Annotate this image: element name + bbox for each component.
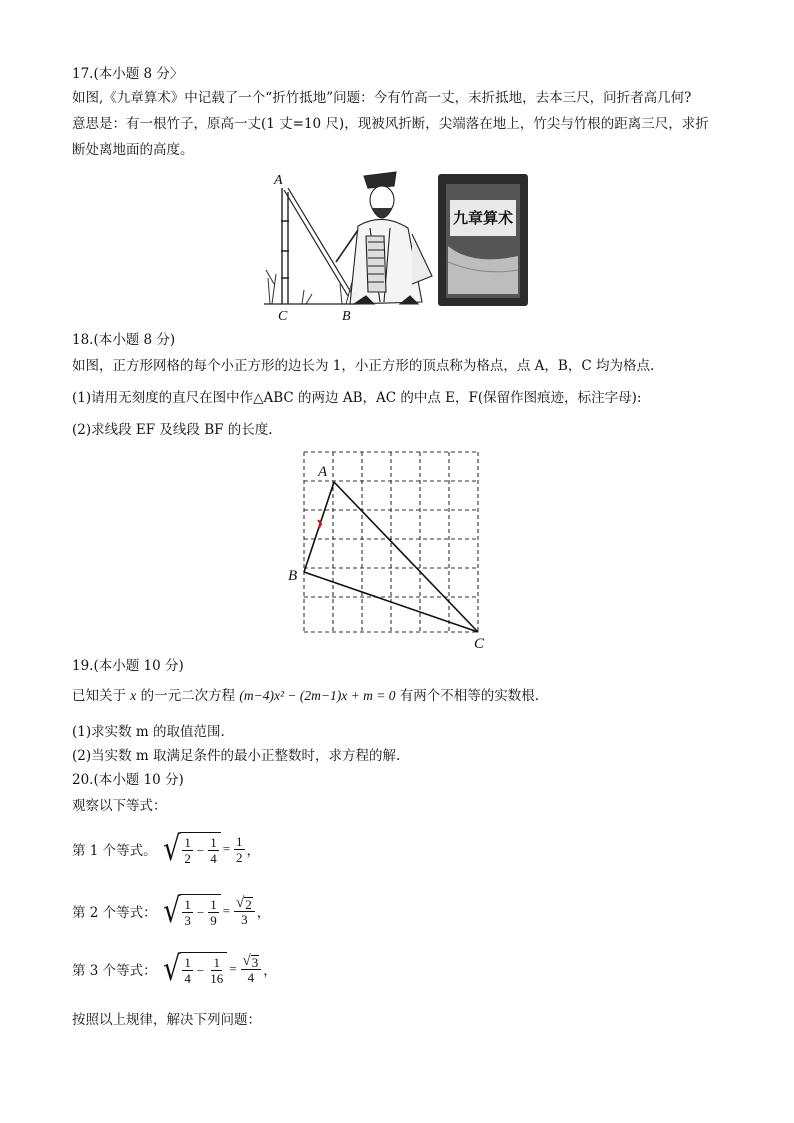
sqrt-icon: √	[162, 891, 181, 931]
eq2-label: 第 2 个等式：	[72, 905, 157, 921]
eq2-sqrt	[161, 891, 221, 931]
eq3-label: 第 3 个等式：	[72, 963, 157, 979]
q20-equation-3	[72, 946, 277, 992]
eq1-sqrt	[161, 829, 221, 869]
q18-heading: 18.(本小题 8 分)	[72, 332, 176, 348]
sqrt-icon: √	[162, 829, 181, 869]
grid-point-a-label: A	[318, 464, 328, 480]
bamboo-pole	[281, 188, 352, 304]
grass-icon	[266, 270, 352, 304]
q20-heading: 20.(本小题 10 分)	[72, 772, 184, 788]
eq1-b-den: 4	[210, 851, 217, 866]
q17-heading: 17.(本小题 8 分〉	[72, 66, 184, 82]
equals-sign: =	[222, 841, 231, 856]
q17-line-2: 意思是：有一根竹子，原高一丈(1 丈=10 尺)，现被风折断，尖端落在地上，竹尖与竹根的距离三尺，求折	[72, 116, 709, 132]
q18-grid-figure	[288, 448, 498, 654]
q19-equation: (m−4)x² − (2m−1)x + m = 0	[239, 688, 396, 703]
sqrt-icon: √	[236, 895, 245, 911]
eq2-r-rad: 2	[245, 896, 252, 912]
eq1-a-num: 1	[184, 835, 191, 850]
eq1-b-num: 1	[210, 835, 217, 850]
eq3-b-den: 16	[210, 971, 224, 986]
q19-stem-pre: 已知关于	[72, 688, 126, 704]
eq3-b-num: 1	[213, 955, 220, 970]
eq3-sqrt	[161, 949, 228, 989]
scholar-figure	[336, 172, 432, 304]
eq2-b-den: 9	[210, 913, 217, 928]
eq3-tail: ，	[263, 963, 277, 979]
q19-stem	[72, 686, 539, 706]
eq2-tail: ，	[256, 905, 271, 921]
q17-line-3: 断处离地面的高度。	[72, 142, 194, 158]
sqrt-icon: √	[242, 953, 251, 969]
q18-part-2: (2)求线段 EF 及线段 BF 的长度.	[72, 422, 273, 438]
q19-part-1: (1)求实数 m 的取值范围.	[72, 724, 225, 740]
q18-part-1: (1)请用无刻度的直尺在图中作△ABC 的两边 AB，AC 的中点 E，F(保留作图痕迹，标注字母):	[72, 390, 642, 406]
grid-point-b-label: B	[288, 568, 298, 584]
q20-equation-1	[72, 826, 260, 872]
eq3-r-rad: 3	[251, 954, 259, 970]
point-b-label: B	[342, 309, 351, 324]
q20-outro: 按照以上规律，解决下列问题：	[72, 1012, 261, 1028]
eq2-r-den: 3	[241, 912, 248, 927]
eq2-b-num: 1	[210, 897, 217, 912]
side-ac	[334, 482, 478, 632]
q17-figure-bamboo-scholar-book	[262, 166, 534, 326]
eq3-a-num: 1	[184, 955, 191, 970]
q17-line-1: 如图,《九章算术》中记载了一个“折竹抵地”问题：今有竹高一丈，末折抵地，去本三尺，问折者高几何?	[72, 90, 692, 106]
eq2-a-num: 1	[184, 897, 191, 912]
eq3-r-den: 4	[247, 970, 255, 985]
equals-sign: =	[229, 961, 237, 976]
q19-heading: 19.(本小题 10 分)	[72, 658, 184, 674]
sqrt-icon: √	[162, 949, 181, 989]
eq1-r-den: 2	[236, 849, 243, 865]
equals-sign: =	[222, 903, 231, 918]
book-cover-icon	[438, 174, 528, 306]
q19-part-2: (2)当实数 m 取满足条件的最小正整数时，求方程的解.	[72, 748, 401, 764]
point-a-label: A	[274, 173, 283, 188]
eq1-a-den: 2	[184, 851, 191, 866]
eq2-a-den: 3	[184, 913, 191, 928]
eq3-a-den: 4	[184, 971, 191, 986]
minus-sign: −	[196, 904, 205, 920]
eq1-r-num: 1	[236, 833, 243, 849]
q19-stem-mid: 的一元二次方程	[140, 688, 236, 704]
grid-point-c-label: C	[474, 636, 485, 652]
q19-stem-var: x	[130, 688, 137, 703]
minus-sign: −	[196, 842, 205, 858]
q19-stem-post: 有两个不相等的实数根.	[399, 688, 540, 704]
q20-equation-2	[72, 888, 270, 934]
eq1-label: 第 1 个等式。	[72, 843, 157, 859]
q18-line-1: 如图，正方形网格的每个小正方形的边长为 1，小正方形的顶点称为格点，点 A，B，C 均为格点.	[72, 358, 655, 374]
eq1-tail: ，	[246, 843, 261, 859]
q20-intro: 观察以下等式：	[72, 798, 167, 814]
minus-sign: −	[196, 962, 205, 978]
book-title: 九章算术	[452, 209, 514, 227]
point-c-label: C	[278, 309, 288, 324]
